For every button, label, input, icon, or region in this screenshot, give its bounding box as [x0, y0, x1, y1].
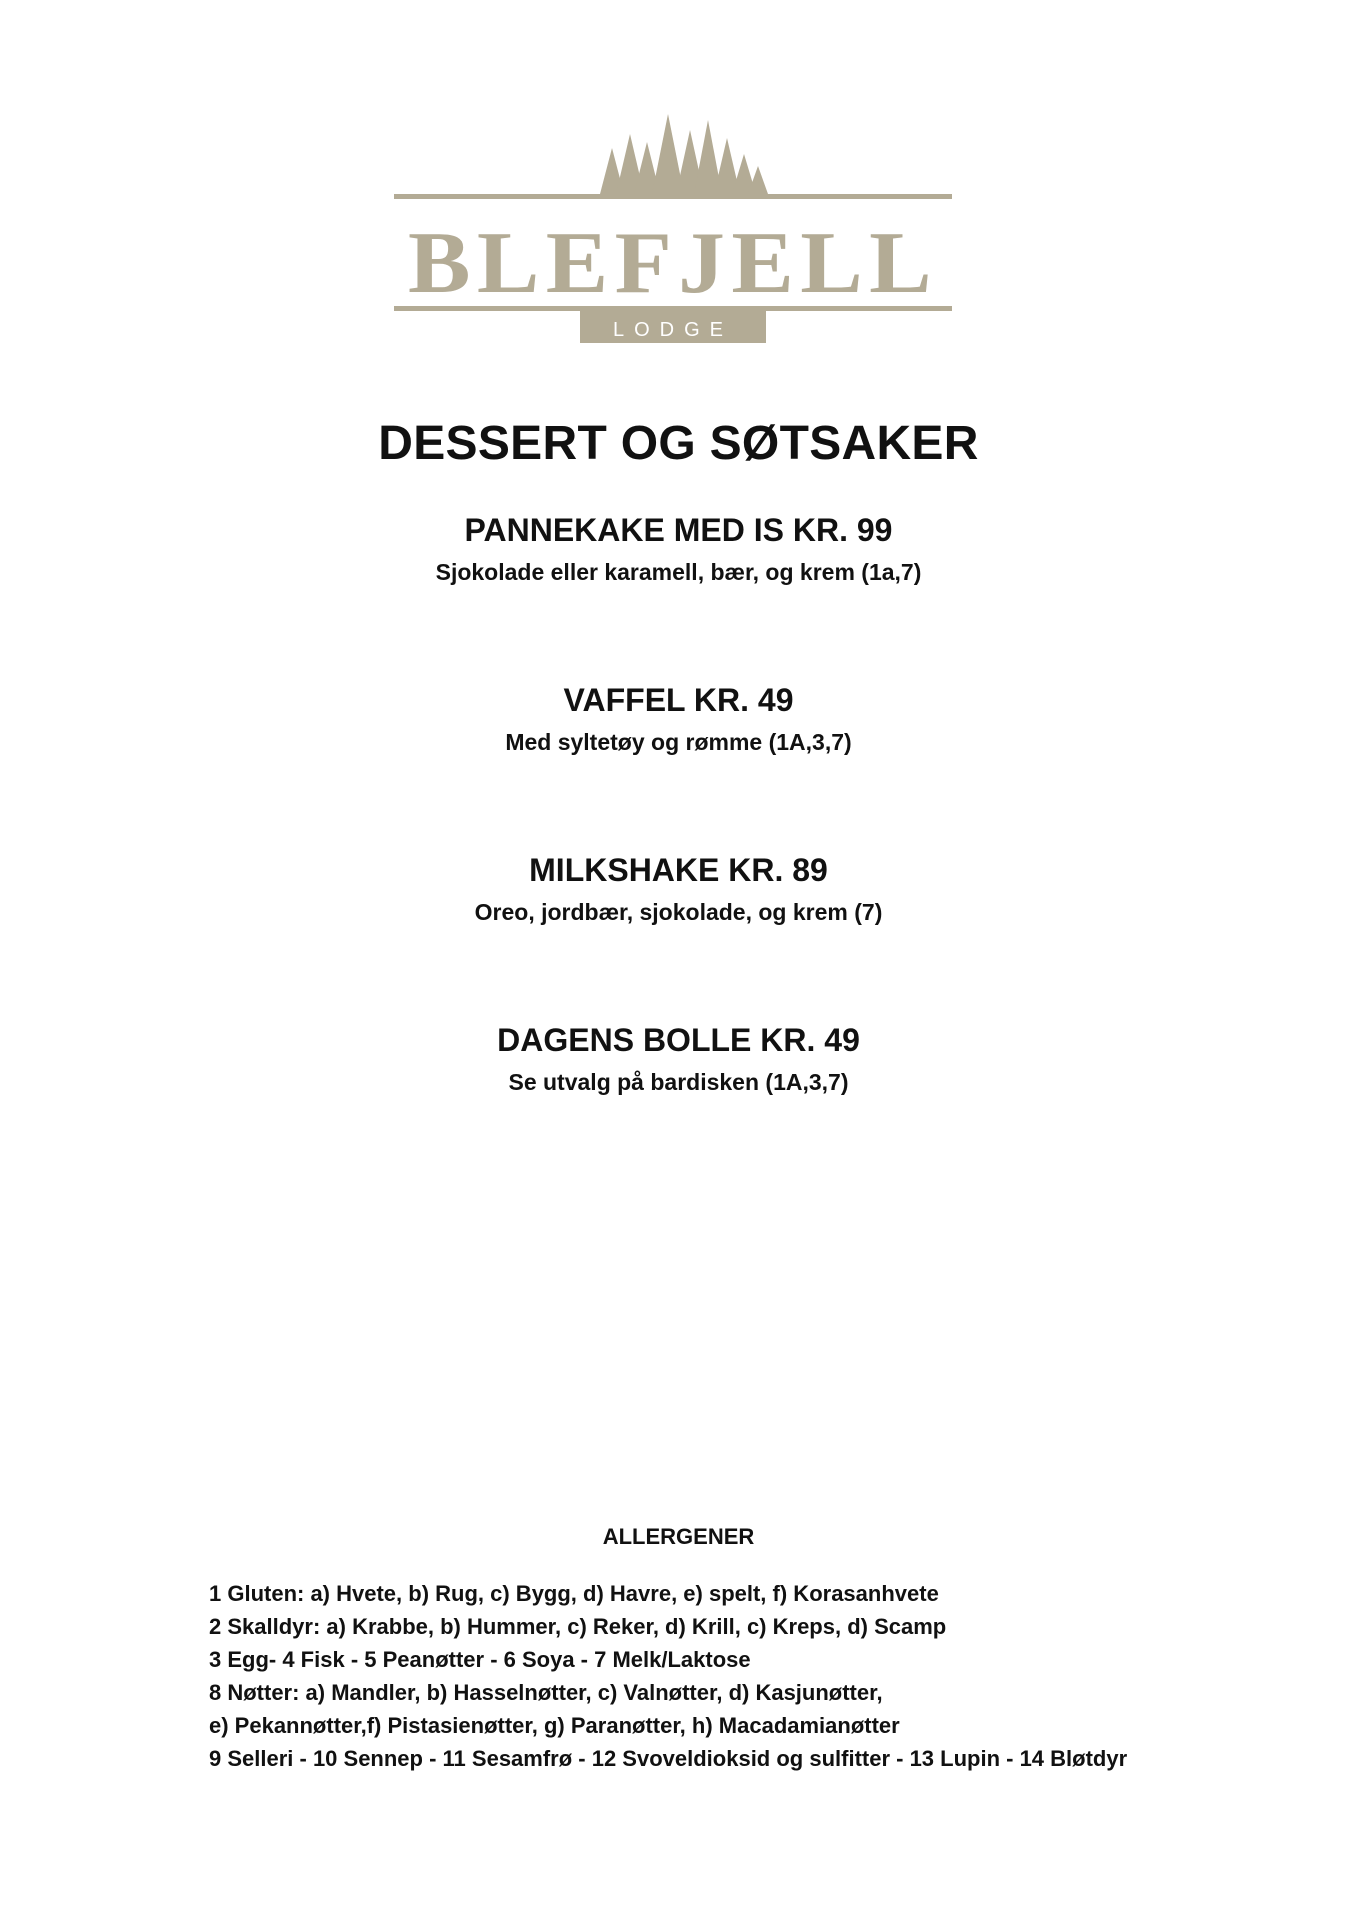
menu-item — [0, 680, 1357, 758]
allergen-line: 9 Selleri - 10 Sennep - 11 Sesamfrø - 12 Svoveldioksid og sulfitter - 13 Lupin - 14 Bløtdyr — [209, 1746, 1128, 1771]
allergens-list — [209, 1577, 1127, 1775]
menu-item — [0, 510, 1357, 588]
logo-name-text: BLEFJELL — [408, 215, 938, 312]
page-title: DESSERT OG SØTSAKER — [378, 417, 979, 470]
allergen-line: e) Pekannøtter,f) Pistasienøtter, g) Paranøtter, h) Macadamianøtter — [209, 1713, 900, 1738]
allergen-line: 3 Egg- 4 Fisk - 5 Peanøtter - 6 Soya - 7 Melk/Laktose — [209, 1647, 751, 1672]
blefjell-lodge-logo — [390, 108, 960, 348]
menu-item-name: PANNEKAKE MED IS KR. 99 — [464, 512, 893, 548]
menu-item-name: VAFFEL KR. 49 — [563, 682, 794, 718]
menu-item-name: DAGENS BOLLE KR. 49 — [497, 1022, 860, 1058]
menu-item — [0, 850, 1357, 928]
menu-item-name: MILKSHAKE KR. 89 — [529, 852, 828, 888]
allergens-heading: ALLERGENER — [602, 1524, 755, 1549]
allergen-line: 1 Gluten: a) Hvete, b) Rug, c) Bygg, d) Havre, e) spelt, f) Korasanhvete — [209, 1581, 939, 1606]
logo-sub-text: LODGE — [612, 319, 734, 341]
menu-item — [0, 1020, 1357, 1098]
menu-item-description: Sjokolade eller karamell, bær, og krem (1a,7) — [435, 559, 922, 585]
allergen-line: 8 Nøtter: a) Mandler, b) Hasselnøtter, c) Valnøtter, d) Kasjunøtter, — [209, 1680, 883, 1705]
allergen-line: 2 Skalldyr: a) Krabbe, b) Hummer, c) Reker, d) Krill, c) Kreps, d) Scamp — [209, 1614, 947, 1639]
menu-item-description: Se utvalg på bardisken (1A,3,7) — [508, 1069, 849, 1095]
menu-item-description: Oreo, jordbær, sjokolade, og krem (7) — [474, 899, 883, 925]
menu-item-description: Med syltetøy og rømme (1A,3,7) — [505, 729, 852, 755]
